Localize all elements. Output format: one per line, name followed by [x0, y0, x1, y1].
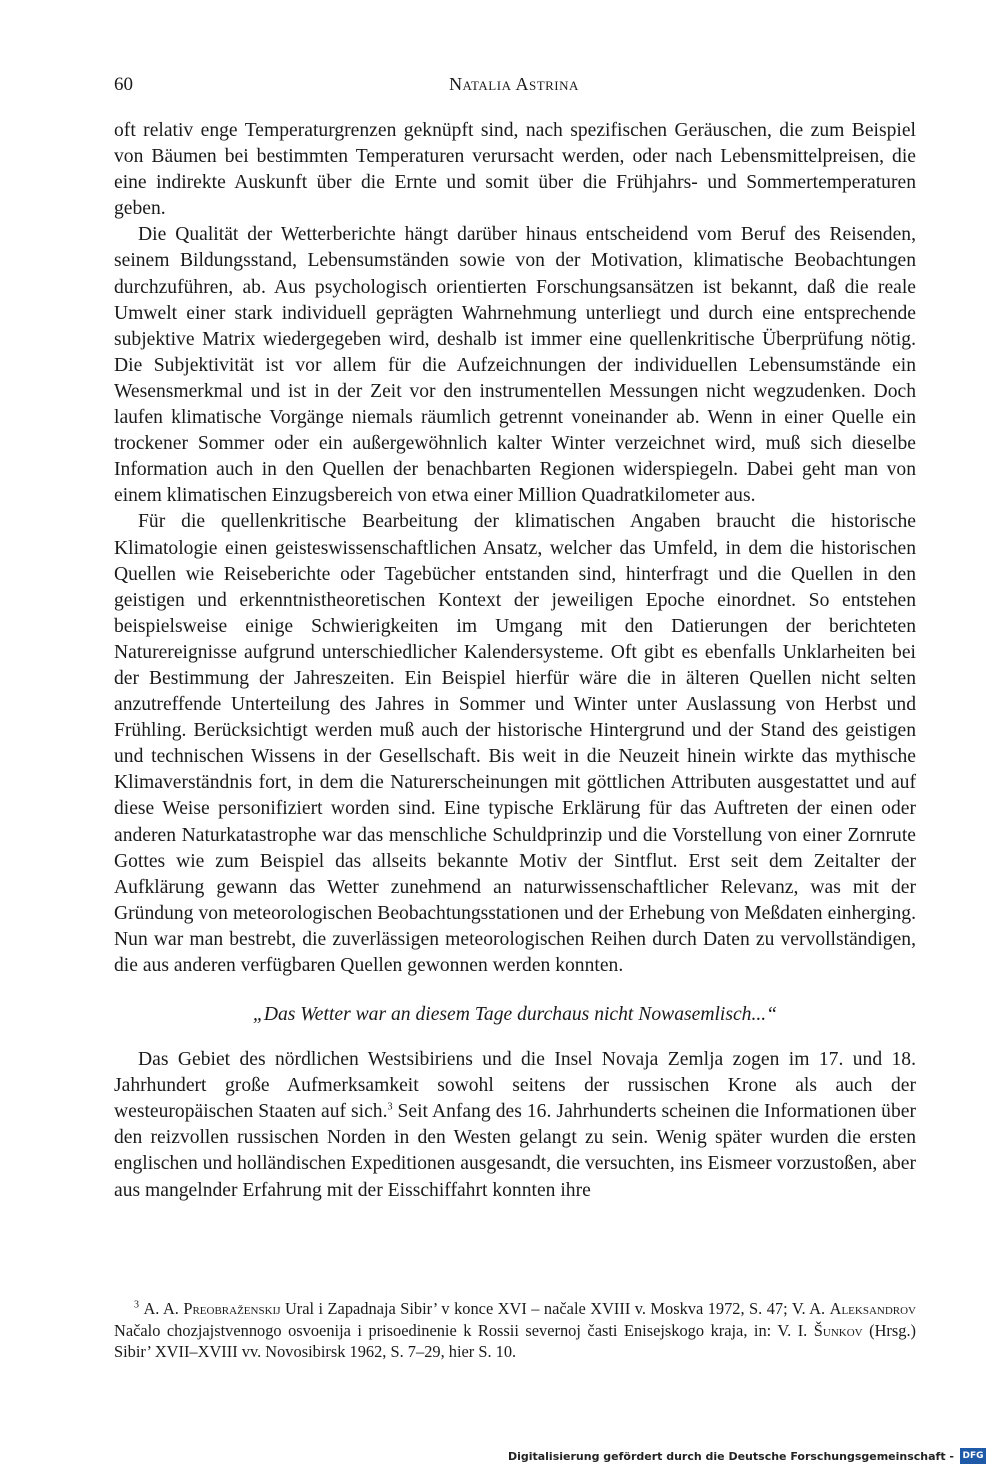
- paragraph-4-text-b: Seit Anfang des 16. Jahrhunderts scheinen die Informationen über den reizvollen russischen Norden in den Westen gelangt zu sein. Wenig später wurden die ersten englischen und holländischen Expeditionen ausgesandt, die versuchten, ins Eismeer vorzustoßen, aber aus mangelnder Erfahrung mit der Eisschiffahrt konnten ihre: [114, 1101, 916, 1201]
- footnote-reference[interactable]: 3: [387, 1101, 393, 1113]
- footnote-marker: 3: [134, 1299, 139, 1311]
- footnote-text: Načalo chozjajstvennogo osvoenija i prisoedinenie k Rossii severnoj časti Enisejskogo kraja, in: V. I.: [114, 1320, 814, 1340]
- paragraph-4-text-a: Das Gebiet des nördlichen Westsibiriens und die Insel Novaja Zemlja zogen im 17. und 18. Jahrhundert große Aufmerksamkeit sowohl seitens der russischen Krone als auch der westeuropäischen Staaten auf sich.: [114, 1049, 916, 1123]
- digitization-credit: [508, 1446, 986, 1466]
- paragraph-2: Die Qualität der Wetterberichte hängt darüber hinaus entscheidend vom Beruf des Reisenden, seinem Bildungsstand, Lebensumständen sowie von der Motivation, klimatische Beobachtungen durchzuführen, ab. Aus psychologisch orientierten Forschungsansätzen ist bekannt, daß die reale Umwelt einer stark individuell geprägten Wahrnehmung unterliegt und durch eine entsprechende subjektive Matrix wiedergegeben wird, deshalb ist immer eine quellenkritische Überprüfung nötig. Die Subjektivität ist vor allem für die Aufzeichnungen der individuellen Lebensumstände ein Wesensmerkmal und ist in der Zeit vor den instrumentellen Messungen nicht wegzudenken. Doch laufen klimatische Vorgänge niemals räumlich getrennt voneinander ab. Wenn in einer Quelle ein trockener Sommer oder ein außergewöhnlich kalter Winter verzeichnet wird, muß sich dieselbe Information auch in den Quellen der benachbarten Regionen widerspiegeln. Dabei geht man von einem klimatischen Einzugsbereich von etwa einer Million Quadratkilometer aus.: [114, 224, 916, 507]
- paragraph-4: [114, 1047, 916, 1204]
- footnote-author: A. A. Preobraženskij: [143, 1299, 281, 1318]
- footnote-3: [114, 1298, 916, 1363]
- body-text: [114, 118, 916, 1204]
- footnote-text: Ural i Zapadnaja Sibir’ v konce XVI – načale XVIII v. Moskva 1972, S. 47; V. A.: [280, 1299, 830, 1318]
- dfg-logo-icon: DFG: [960, 1448, 986, 1464]
- footnote-text: (Hrsg.) Sibir’ XVII–XVIII vv. Novosibirsk 1962, S. 7–29, hier S. 10.: [114, 1320, 916, 1361]
- paragraph-1: oft relativ enge Temperaturgrenzen geknüpft sind, nach spezifischen Geräuschen, die zum Beispiel von Bäumen bei bestimmten Temperaturen verursacht werden, oder nach Lebensmittelpreisen, die eine indirekte Auskunft über die Ernte und somit über die Frühjahrs- und Sommertemperaturen geben.: [114, 120, 916, 220]
- running-head: Natalia Astrina: [449, 74, 579, 94]
- footnote-author: Aleksandrov: [829, 1299, 917, 1318]
- footnotes: [114, 1298, 916, 1363]
- section-heading: „Das Wetter war an diesem Tage durchaus nicht Nowasemlisch...“: [252, 1004, 778, 1026]
- credit-text: Digitalisierung gefördert durch die Deutsche Forschungsgemeinschaft -: [507, 1449, 954, 1463]
- page-header: [114, 74, 914, 100]
- footnote-author: Šunkov: [813, 1320, 863, 1340]
- page-number: 60: [114, 74, 133, 95]
- paragraph-3: Für die quellenkritische Bearbeitung der klimatischen Angaben braucht die historische Klimatologie einen geisteswissenschaftlichen Ansatz, welcher das Umfeld, in dem die historischen Quellen wie Reiseberichte oder Tagebücher entstanden sind, hinterfragt und die Quellen in den geistigen und erkenntnistheoretischen Kontext der jeweiligen Epoche einordnet. So entstehen beispielsweise einige Schwierigkeiten im Umgang mit den Datierungen der berichteten Naturereignisse aufgrund unterschiedlicher Kalendersysteme. Oft gibt es ebenfalls Unklarheiten bei der Bestimmung der Jahreszeiten. Ein Beispiel hierfür wäre die in älteren Quellen nicht selten anzutreffende Unterteilung des Jahres in Sommer und Winter unter Auslassung von Herbst und Frühling. Berücksichtigt werden muß auch der historische Hintergrund und der Stand des geistigen und technischen Wissens in der Gesellschaft. Bis weit in die Neuzeit hinein wirkte das mythische Klimaverständnis fort, in dem die Naturerscheinungen mit göttlichen Attributen ausgestattet und auf diese Weise personifiziert worden sind. Eine typische Erklärung für das Auftreten der einen oder anderen Naturkatastrophe war das menschliche Schuldprinzip und die Vorstellung von einer Zornrute Gottes wie zum Beispiel das allseits bekannte Motiv der Sintflut. Erst seit dem Zeitalter der Aufklärung gewann das Wetter zunehmend an naturwissenschaftlicher Relevanz, was mit der Gründung von meteorologischen Beobachtungsstationen und der Erhebung von Meßdaten einherging. Nun war man bestrebt, die zuverlässigen meteorologischen Reihen durch Daten zu vervollständigen, die aus anderen verfügbaren Quellen gewonnen werden konnten.: [114, 511, 916, 976]
